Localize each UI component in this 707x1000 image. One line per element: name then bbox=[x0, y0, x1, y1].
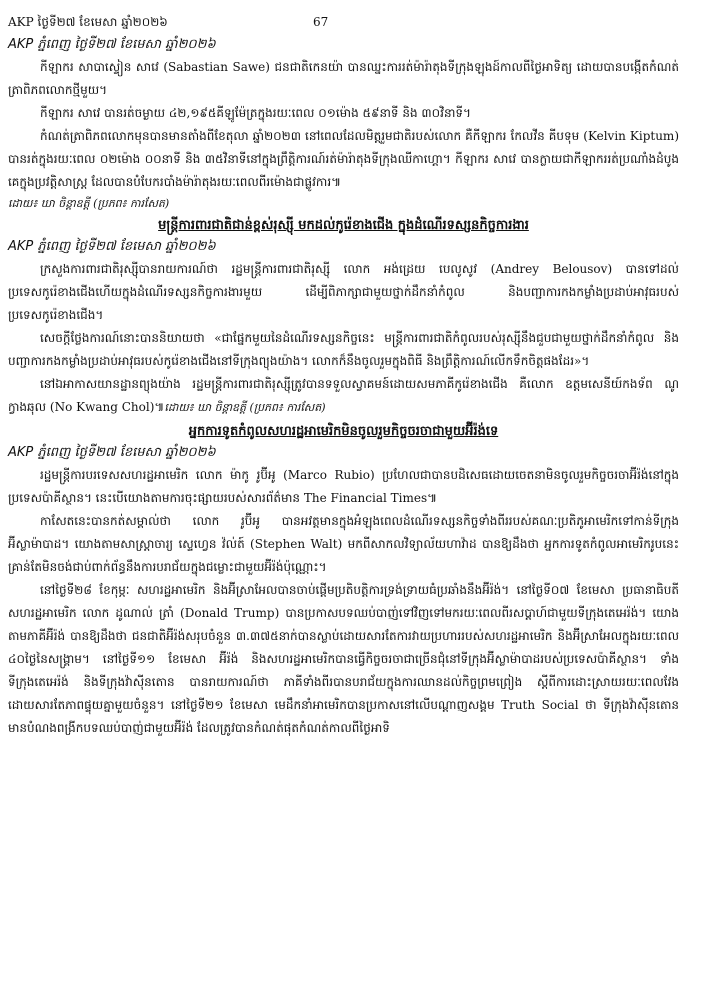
paragraph: សេចក្តីថ្លែងការណ៍នោះបាននិយាយថា «ជាផ្នែកមួយនៃដំណើរទស្សនកិច្ចនេះ មន្ត្រីការពារជាតិកំពូលរបស់រុស្ស៊ីនឹងជួបជាមួយថ្នាក់ដឹកនាំកំពូល និងបញ្ជាការកងកម្លាំងប្រដាប់អាវុធរបស់កូរ៉េខាងជើងនៅទីក្រុងព្យុងយ៉ាង។ លោកក៏នឹងចូលរួមក្នុងពិធី និងព្រឹត្តិការណ៍លើកទឹកចិត្តផងដែរ»។ bbox=[8, 331, 679, 368]
paragraph: កំណត់ត្រាពិភពលោកមុនបានមានតាំងពីខែតុលា ឆ្នាំ២០២៣ នៅពេលដែលមិត្តរួមជាតិរបស់លោក គឺកីឡាករ កែលវីន គីបទុម (Kelvin Kiptum) បានរត់ក្នុងរយៈពេល ០២ម៉ោង ០០នាទី និង ៣៥វិនាទីនៅក្នុងព្រឹត្តិការណ៍រត់ម៉ារ៉ាតុងទីក្រុងឈីកាហ្គោ។ កីឡាករ សាវេ បានក្លាយជាកីឡាកររត់ប្រណាំងដំបូងគេក្នុងប្រវត្តិសាស្ត្រ ដែលបានបំបែករបាំងម៉ារ៉ាតុងរយៈពេលពីរម៉ោងជាផ្លូវការ៕ bbox=[8, 129, 679, 189]
dateline: AKP ភ្នំពេញ ថ្ងៃទី២៧ ខែមេសា ឆ្នាំ២០២៦ bbox=[8, 37, 216, 52]
paragraph: កីឡាករ សាវេ បានរត់ចម្ងាយ ៤២,១៩៥គីឡូម៉ែត្រក្នុងរយៈពេល ០១ម៉ោង ៥៩នាទី និង ៣០វិនាទី។ bbox=[40, 106, 471, 120]
article-headline: អ្នកការទូតកំពូលសហរដ្ឋអាមេរិកមិនចូលរួមកិច្ចចរចាជាមួយអ៊ីរ៉ង់ទេ bbox=[188, 424, 499, 439]
article-headline: មន្ត្រីការពារជាតិជាន់ខ្ពស់រុស្ស៊ី មកដល់កូរ៉េខាងជើង ក្នុងដំណើរទស្សនកិច្ចការងារ bbox=[158, 218, 529, 233]
article-us-diplomat-iran-talks bbox=[8, 422, 679, 740]
paragraph-text: នៅឯអាកាសយានដ្ឋានព្យុងយ៉ាង រដ្ឋមន្ត្រីការពារជាតិរុស្ស៊ីត្រូវបានទទួលស្វាគមន៍ដោយសមភាគីកូរ៉េខាងជើង គឺលោក ឧត្តមសេនីយ៍កងទ័ព ណូ ក្វាងឆុល (No Kwang Chol)៕ bbox=[8, 377, 679, 414]
paragraph: កីឡាករ សាបាស្ទៀន សាវេ (Sabastian Sawe) ជនជាតិកេនយ៉ា បានឈ្នះការរត់ម៉ារ៉ាតុងទីក្រុងឡុងដ៍កាលពីថ្ងៃអាទិត្យ ដោយបានបង្កើតកំណត់ត្រាពិភពលោកថ្មីមួយ។ bbox=[8, 60, 679, 97]
paragraph: រដ្ឋមន្ត្រីការបរទេសសហរដ្ឋអាមេរិក លោក ម៉ាកូ រូប៊ីអូ (Marco Rubio) ប្រហែលជាបានបដិសេធដោយចេតនាមិនចូលរួមកិច្ចចរចាអ៊ីរ៉ង់នៅក្នុងប្រទេសប៉ាគីស្ថាន។ នេះបើយោងតាមការចុះផ្សាយរបស់សារព័ត៌មាន The Financial Times៕ bbox=[8, 468, 679, 505]
header-date: AKP ថ្ងៃទី២៧ ខែមេសា ឆ្នាំ២០២៦ bbox=[8, 15, 168, 29]
dateline: AKP ភ្នំពេញ ថ្ងៃទី២៧ ខែមេសា ឆ្នាំ២០២៦ bbox=[8, 445, 216, 460]
paragraph bbox=[8, 373, 679, 419]
byline: ដោយ៖ ឃា ចិន្តាឧត្តី (ប្រភព៖ ការសែត) bbox=[8, 197, 170, 210]
running-header bbox=[8, 14, 679, 30]
paragraph: ក្រសួងការពារជាតិរុស្ស៊ីបានរាយការណ៍ថា រដ្ឋមន្ត្រីការពារជាតិរុស្ស៊ី លោក អង់ដ្រេយ បេលូសូវ (Andrey Belousov) បានទៅដល់ប្រទេសកូរ៉េខាងជើងហើយក្នុងដំណើរទស្សនកិច្ចការងារមួយ ដើម្បីពិភាក្សាជាមួយថ្នាក់ដឹកនាំកំពូល និងបញ្ជាការកងកម្លាំងប្រដាប់អាវុធរបស់ប្រទេសកូរ៉េខាងជើង។ bbox=[8, 262, 679, 322]
article-marathon-record bbox=[8, 36, 679, 213]
paragraph: កាសែតនេះបានកត់សម្គាល់ថា លោក រូប៊ីអូ បានអវត្តមានក្នុងអំឡុងពេលដំណើរទស្សនកិច្ចទាំងពីររបស់គណៈប្រតិភូអាមេរិកទៅកាន់ទីក្រុងអ៊ីស្លាម៉ាបាដ។ យោងតាមសាស្ត្រាចារ្យ ស្ទេហ្វេន វ៉ល់ត៍ (Stephen Walt) មកពីសាកលវិទ្យាល័យហាវ៉ាដ បានឱ្យដឹងថា អ្នកការទូតកំពូលអាមេរិករូបនេះគ្រាន់តែមិនចង់ជាប់ពាក់ព័ន្ធនឹងការបរាជ័យក្នុងជម្លោះជាមួយអ៊ីរ៉ង់ប៉ុណ្ណោះ។ bbox=[8, 514, 679, 574]
page-number: 67 bbox=[313, 15, 329, 29]
paragraph: នៅថ្ងៃទី២៨ ខែកុម្ភៈ សហរដ្ឋអាមេរិក និងអ៊ីស្រាអែលបានចាប់ផ្តើមប្រតិបត្តិការទ្រង់ទ្រាយធំប្រឆាំងនឹងអ៊ីរ៉ង់។ នៅថ្ងៃទី០៧ ខែមេសា ប្រធានាធិបតីសហរដ្ឋអាមេរិក លោក ដូណាល់ ត្រាំ (Donald Trump) បានប្រកាសបទឈប់បាញ់ទៅវិញទៅមករយៈពេលពីរសប្តាហ៍ជាមួយទីក្រុងតេអេរ៉ង់។ យោងតាមភាគីអ៊ីរ៉ង់ បានឱ្យដឹងថា ជនជាតិអ៊ីរ៉ង់សរុបចំនួន ៣.៣៧៥នាក់បានស្លាប់ដោយសារតែការវាយប្រហាររបស់សហរដ្ឋអាមេរិក និងអ៊ីស្រាអែលក្នុងរយៈពេល ៤០ថ្ងៃនៃសង្គ្រាម។ នៅថ្ងៃទី១១ ខែមេសា អ៊ីរ៉ង់ និងសហរដ្ឋអាមេរិកបានធ្វើកិច្ចចរចាជាច្រើនជុំនៅទីក្រុងអ៊ីស្លាម៉ាបាដរបស់ប្រទេសប៉ាគីស្ថាន។ ទាំងទីក្រុងតេអេរ៉ង់ និងទីក្រុងវ៉ាស៊ីនតោន បានរាយការណ៍ថា ភាគីទាំងពីរបានបរាជ័យក្នុងការឈានដល់កិច្ចព្រមព្រៀង ស្តីពីការដោះស្រាយរយៈពេលវែងដោយសារតែភាពផ្ទុយគ្នាមួយចំនួន។ នៅថ្ងៃទី២១ ខែមេសា មេដឹកនាំអាមេរិកបានប្រកាសនៅលើបណ្តាញសង្គម Truth Social ថា ទីក្រុងវ៉ាស៊ីនតោនមានបំណងពង្រីកបទឈប់បាញ់ជាមួយអ៊ីរ៉ង់ ដែលត្រូវបានកំណត់ផុតកំណត់កាលពីថ្ងៃអាទិ bbox=[8, 583, 679, 735]
byline: ដោយ៖ ឃា ចិន្តាឧត្តី (ប្រភព៖ ការសែត) bbox=[164, 401, 326, 414]
dateline: AKP ភ្នំពេញ ថ្ងៃទី២៧ ខែមេសា ឆ្នាំ២០២៦ bbox=[8, 239, 216, 254]
article-russia-defense-minister bbox=[8, 216, 679, 419]
